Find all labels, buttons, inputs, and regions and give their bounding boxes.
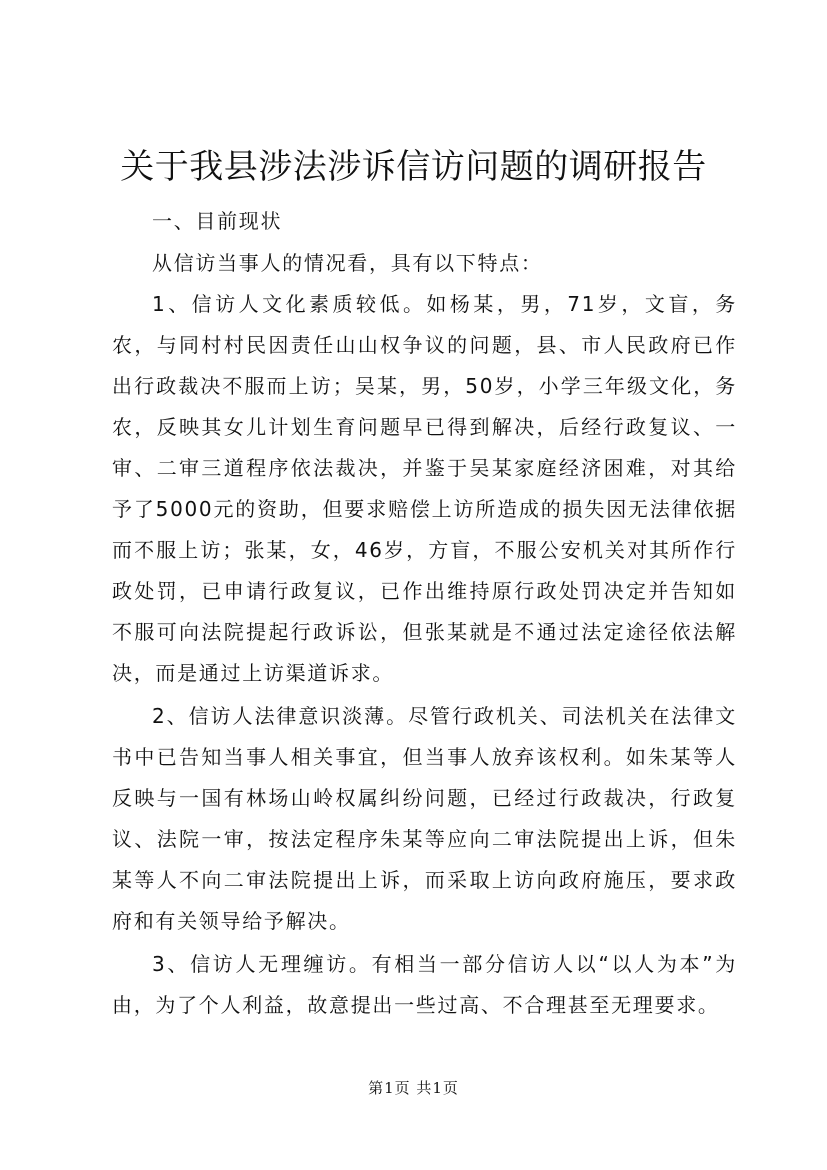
page-number: 第1页 共1页 <box>368 1079 459 1097</box>
paragraph-point-3: 3、信访人无理缠访。有相当一部分信访人以“以人为本”为由，为了个人利益，故意提出一些过高、不合理甚至无理要求。 <box>112 952 737 1017</box>
document-body <box>112 201 737 1026</box>
document-title: 关于我县涉法涉诉信访问题的调研报告 <box>120 147 707 187</box>
paragraph-point-2: 2、信访人法律意识淡薄。尽管行政机关、司法机关在法律文书中已告知当事人相关事宜，但当事人放弃该权利。如朱某等人反映与一国有林场山岭权属纠纷问题，已经过行政裁决，行政复议、法院一审，按法定程序朱某等应向二审法院提出上诉，但朱某等人不向二审法院提出上诉，而采取上访向政府施压，要求政府和有关领导给予解决。 <box>112 704 737 933</box>
section-heading: 一、目前现状 <box>152 209 283 233</box>
paragraph-point-1: 1、信访人文化素质较低。如杨某，男，71岁，文盲，务农，与同村村民因责任山山权争议的问题，县、市人民政府已作出行政裁决不服而上访；吴某，男，50岁，小学三年级文化，务农，反映其女儿计划生育问题早已得到解决，后经行政复议、一审、二审三道程序依法裁决，并鉴于吴某家庭经济困难，对其给予了5000元的资助，但要求赔偿上访所造成的损失因无法律依据而不服上访；张某，女，46岁，方盲，不服公安机关对其所作行政处罚，已申请行政复议，已作出维持原行政处罚决定并告知如不服可向法院提起行政诉讼，但张某就是不通过法定途径依法解决，而是通过上访渠道诉求。 <box>112 292 737 685</box>
paragraph-intro: 从信访当事人的情况看，具有以下特点： <box>152 251 543 275</box>
